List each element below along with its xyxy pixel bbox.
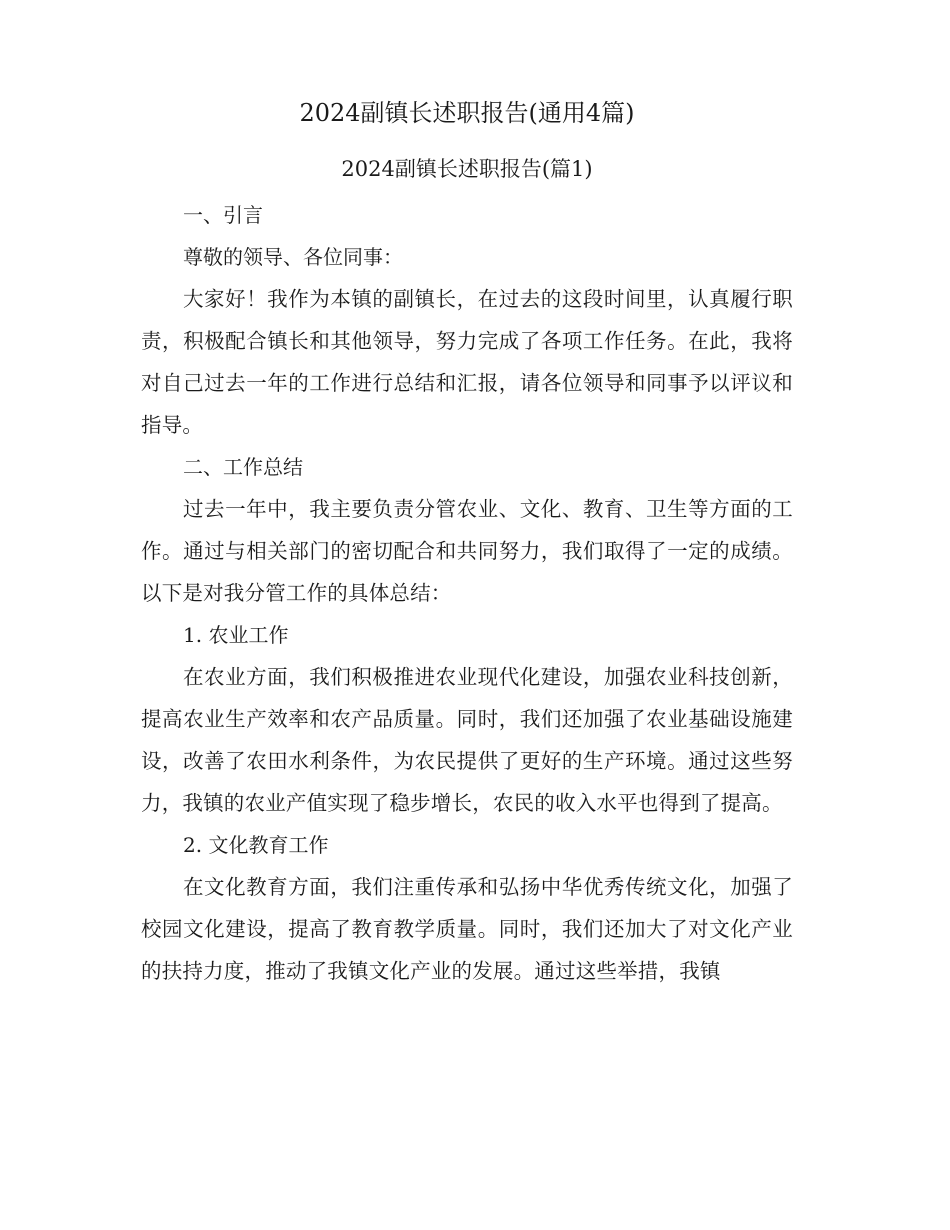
paragraph-summary-intro: 过去一年中，我主要负责分管农业、文化、教育、卫生等方面的工作。通过与相关部门的密切配合和共同努力，我们取得了一定的成绩。以下是对我分管工作的具体总结： xyxy=(141,497,793,605)
paragraph-agriculture: 在农业方面，我们积极推进农业现代化建设，加强农业科技创新，提高农业生产效率和农产品质量。同时，我们还加强了农业基础设施建设，改善了农田水利条件，为农民提供了更好的生产环境。通过这些努力，我镇的农业产值实现了稳步增长，农民的收入水平也得到了提高。 xyxy=(141,665,793,815)
salutation: 尊敬的领导、各位同事： xyxy=(183,245,403,269)
document-body xyxy=(141,96,793,992)
section-heading-intro: 一、引言 xyxy=(183,203,263,227)
section-heading-summary: 二、工作总结 xyxy=(183,455,303,479)
document-subtitle: 2024副镇长述职报告(篇1) xyxy=(341,157,593,181)
subheading-agriculture: 1. 农业工作 xyxy=(183,623,289,647)
subheading-culture-education: 2. 文化教育工作 xyxy=(183,833,329,857)
paragraph-culture-education: 在文化教育方面，我们注重传承和弘扬中华优秀传统文化，加强了校园文化建设，提高了教育教学质量。同时，我们还加大了对文化产业的扶持力度，推动了我镇文化产业的发展。通过这些举措，我镇 xyxy=(141,875,793,983)
document-title: 2024副镇长述职报告(通用4篇) xyxy=(299,99,635,127)
paragraph-greeting: 大家好！我作为本镇的副镇长，在过去的这段时间里，认真履行职责，积极配合镇长和其他领导，努力完成了各项工作任务。在此，我将对自己过去一年的工作进行总结和汇报，请各位领导和同事予以评议和指导。 xyxy=(141,287,793,437)
